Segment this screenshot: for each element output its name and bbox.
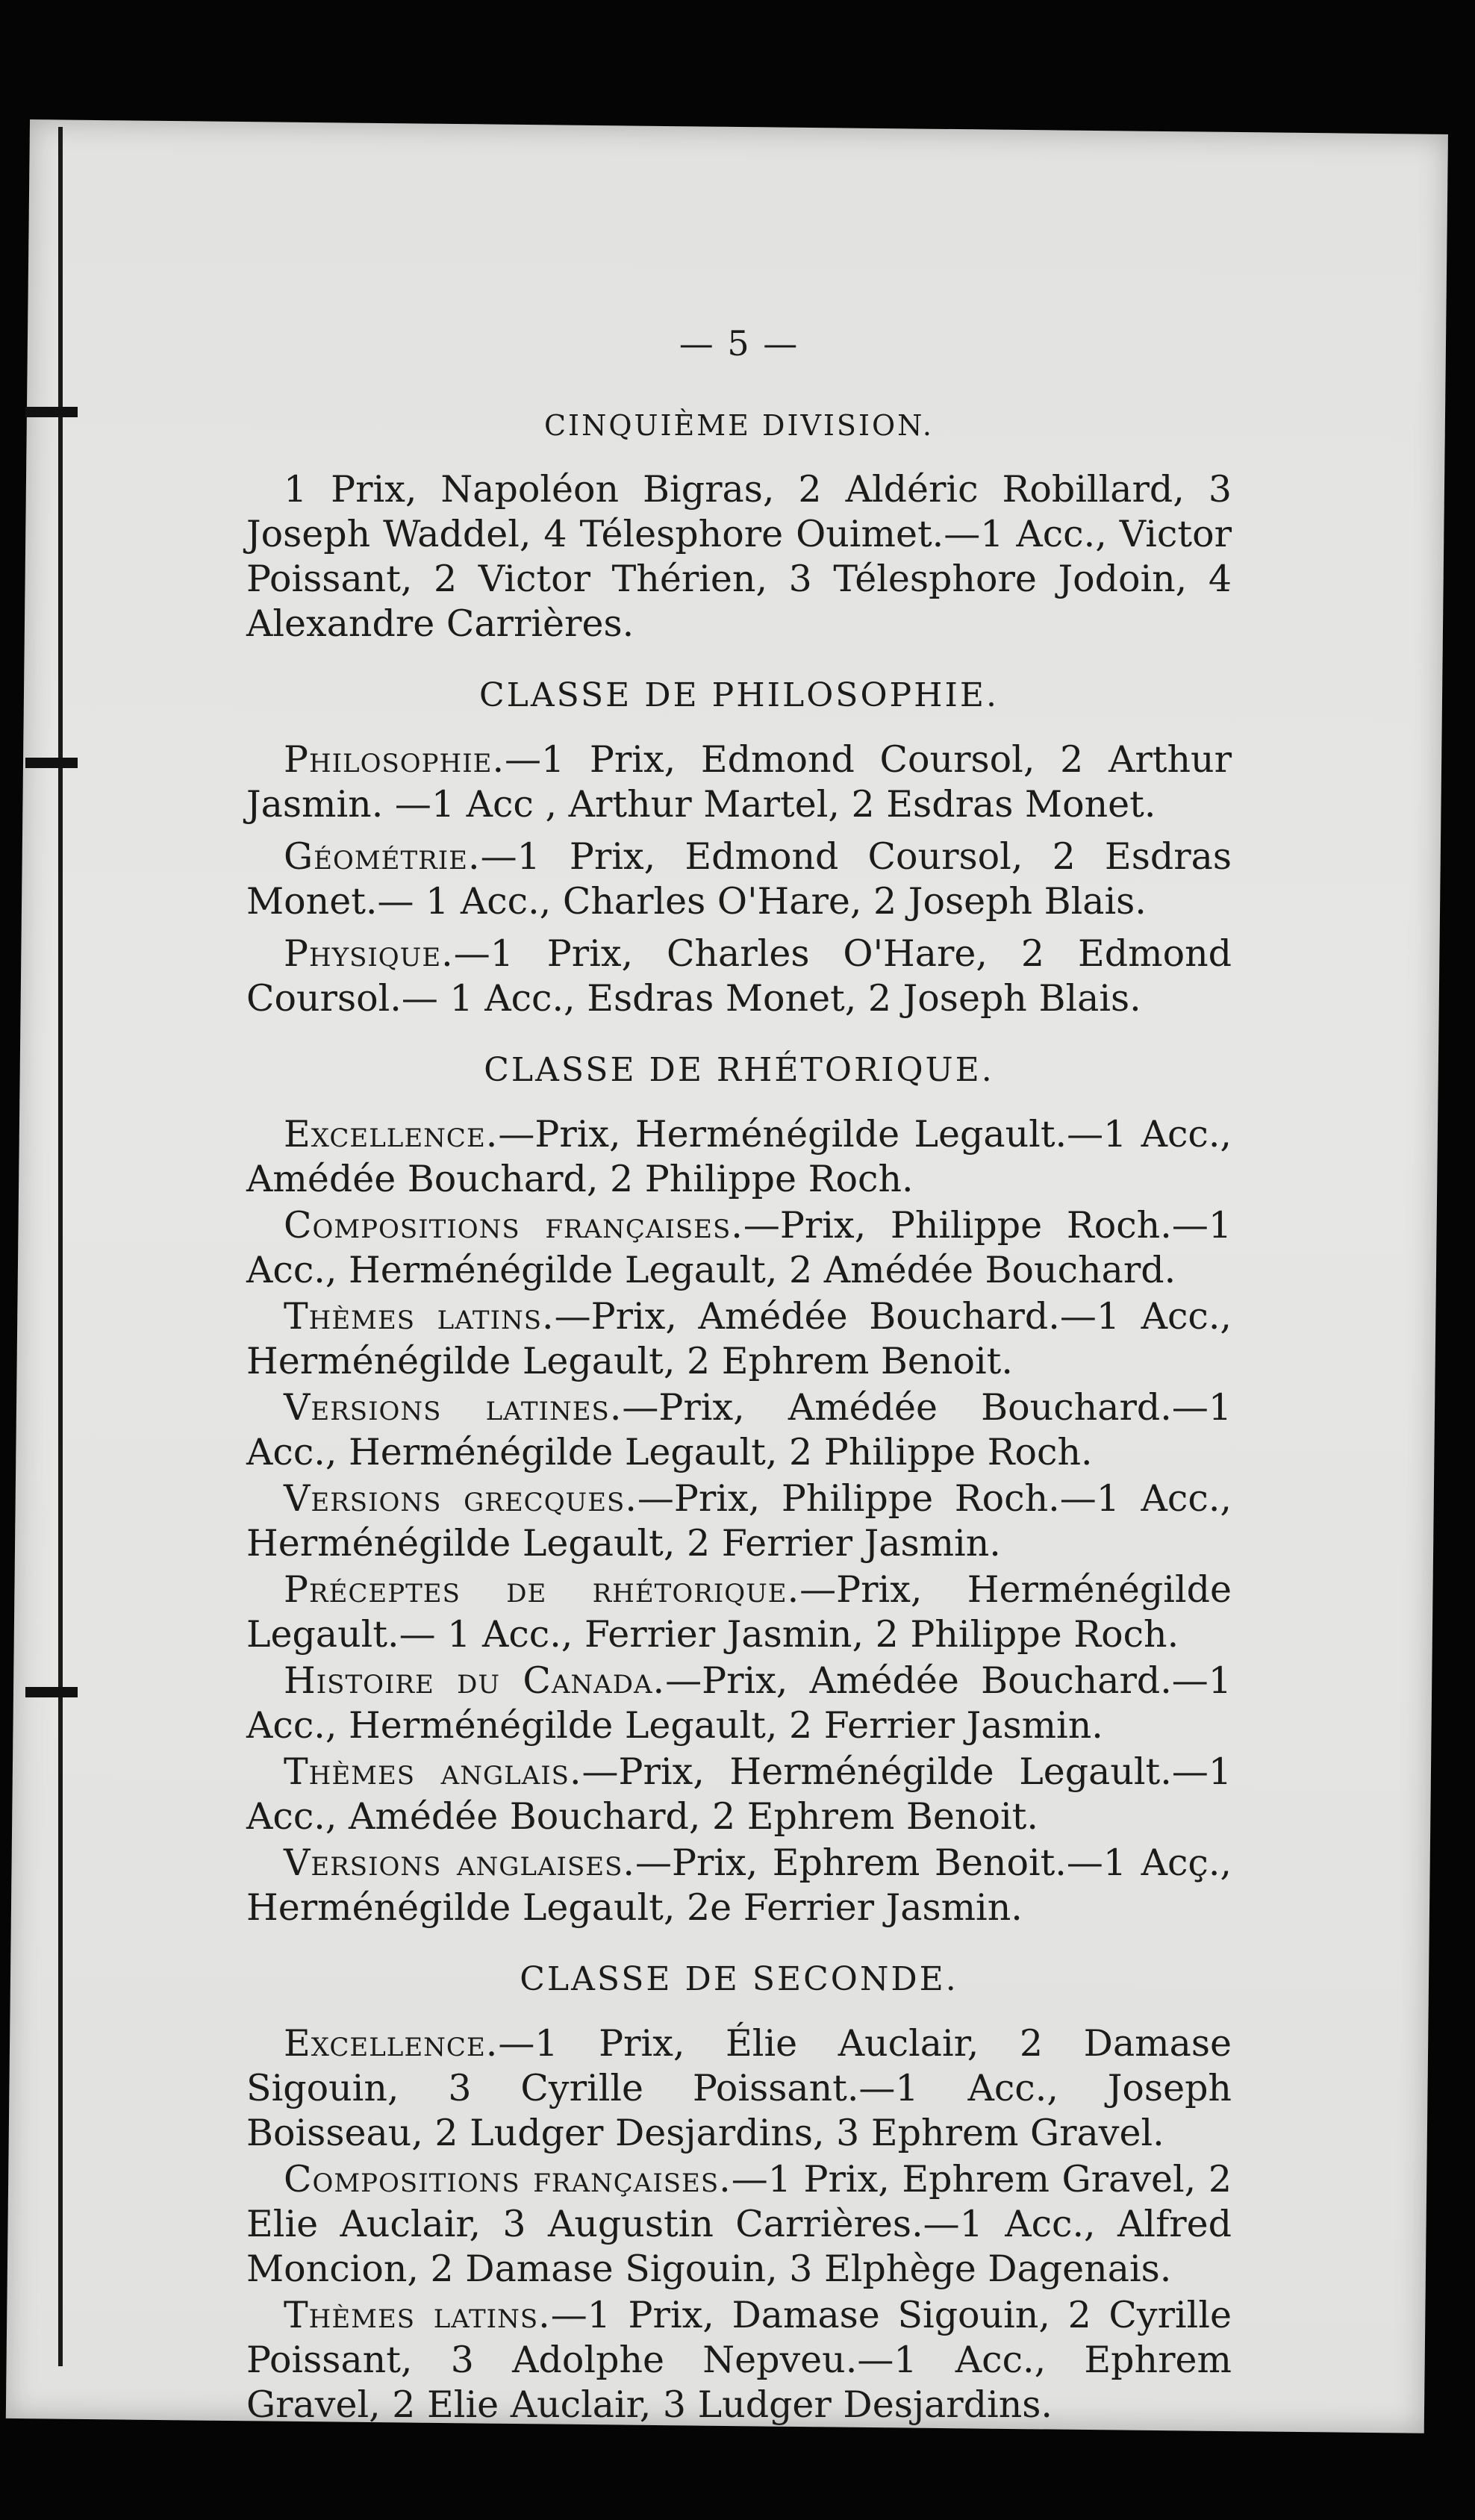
page-content xyxy=(246,321,1232,2429)
prize-text: —1 Prix, Edmond Coursol, 2 Esdras Monet.— 1 Acc., Charles O'Hare, 2 Joseph Blais. xyxy=(246,835,1232,923)
prize-text: —Prix, Herménégilde Legault.— 1 Acc., Ferrier Jasmin, 2 Philippe Roch. xyxy=(246,1568,1232,1656)
prize-text: 1 Prix, Napoléon Bigras, 2 Aldéric Robillard, 3 Joseph Waddel, 4 Télesphore Ouimet.—1 Acc., Victor Poissant, 2 Victor Thérien, 3 Télesphore Jodoin, 4 Alexandre Carrières. xyxy=(246,468,1232,645)
prize-paragraph xyxy=(246,2021,1232,2156)
prize-paragraph xyxy=(246,2157,1232,2292)
prize-paragraph xyxy=(246,1841,1232,1930)
section-heading: CINQUIÈME DIVISION. xyxy=(543,409,935,442)
prize-paragraph xyxy=(246,737,1232,827)
section-heading: CLASSE DE RHÉTORIQUE. xyxy=(484,1051,994,1089)
prize-paragraph xyxy=(246,1385,1232,1475)
subject-label: Géométrie. xyxy=(284,835,481,878)
section-cinquieme-division xyxy=(246,403,1232,646)
prize-paragraph xyxy=(246,1203,1232,1293)
subject-label: Compositions françaises. xyxy=(284,1204,743,1247)
subject-label: Versions grecques. xyxy=(284,1477,637,1520)
binding-mark xyxy=(25,758,78,768)
section-classe-philosophie xyxy=(246,673,1232,1021)
section-classe-seconde xyxy=(246,1957,1232,2427)
prize-paragraph xyxy=(246,1568,1232,1657)
subject-label: Thèmes latins. xyxy=(284,1295,555,1338)
page-number: — 5 — xyxy=(679,323,799,364)
subject-label: Physique. xyxy=(284,932,454,975)
binding-edge xyxy=(58,127,63,2366)
prize-paragraph xyxy=(246,2293,1232,2427)
subject-label: Préceptes de rhétorique. xyxy=(284,1568,800,1611)
subject-label: Versions latines. xyxy=(284,1386,623,1429)
subject-label: Excellence. xyxy=(284,2022,499,2065)
subject-label: Thèmes latins. xyxy=(284,2294,551,2336)
prize-text: —Prix, Herménégilde Legault.—1 Acc., Amédée Bouchard, 2 Ephrem Benoit. xyxy=(246,1750,1232,1838)
subject-label: Versions anglaises. xyxy=(284,1841,635,1884)
prize-paragraph xyxy=(246,1659,1232,1748)
subject-label: Thèmes anglais. xyxy=(284,1750,582,1793)
subject-label: Philosophie. xyxy=(284,738,505,781)
prize-paragraph xyxy=(246,1750,1232,1839)
prize-text: —1 Prix, Ephrem Gravel, 2 Elie Auclair, 3 Augustin Carrières.—1 Acc., Alfred Moncion, 2 Damase Sigouin, 3 Elphège Dagenais. xyxy=(246,2158,1232,2290)
binding-mark xyxy=(25,1687,78,1697)
section-heading: CLASSE DE SECONDE. xyxy=(520,1960,958,1998)
prize-paragraph xyxy=(246,835,1232,924)
prize-text: —Prix, Philippe Roch.—1 Acc., Herménégilde Legault, 2 Amédée Bouchard. xyxy=(246,1204,1232,1291)
prize-paragraph xyxy=(246,467,1232,646)
prize-text: —Prix, Amédée Bouchard.—1 Acc., Herménégilde Legault, 2 Ferrier Jasmin. xyxy=(246,1659,1232,1747)
prize-text: —Prix, Ephrem Benoit.—1 Acç., Herménégilde Legault, 2e Ferrier Jasmin. xyxy=(246,1841,1232,1929)
binding-mark xyxy=(25,407,78,417)
prize-paragraph xyxy=(246,1476,1232,1566)
prize-paragraph xyxy=(246,932,1232,1021)
prize-paragraph xyxy=(246,1294,1232,1384)
section-heading: CLASSE DE PHILOSOPHIE. xyxy=(479,676,999,714)
prize-paragraph xyxy=(246,1112,1232,1202)
prize-text: —1 Prix, Damase Sigouin, 2 Cyrille Poissant, 3 Adolphe Nepveu.—1 Acc., Ephrem Gravel, 2 Elie Auclair, 3 Ludger Desjardins. xyxy=(246,2294,1232,2426)
subject-label: Compositions françaises. xyxy=(284,2158,732,2201)
prize-text: —Prix, Amédée Bouchard.—1 Acc., Herménégilde Legault, 2 Ephrem Benoit. xyxy=(246,1295,1232,1382)
subject-label: Histoire du Canada. xyxy=(284,1659,666,1702)
section-classe-rhetorique xyxy=(246,1048,1232,1930)
prize-text: —1 Prix, Charles O'Hare, 2 Edmond Coursol.— 1 Acc., Esdras Monet, 2 Joseph Blais. xyxy=(246,932,1232,1020)
prize-text: —1 Prix, Edmond Coursol, 2 Arthur Jasmin. —1 Acc , Arthur Martel, 2 Esdras Monet. xyxy=(246,738,1232,826)
subject-label: Excellence. xyxy=(284,1113,499,1155)
prize-text: —Prix, Amédée Bouchard.—1 Acc., Herménégilde Legault, 2 Philippe Roch. xyxy=(246,1386,1232,1473)
prize-text: —1 Prix, Élie Auclair, 2 Damase Sigouin, 3 Cyrille Poissant.—1 Acc., Joseph Boisseau, 2 Ludger Desjardins, 3 Ephrem Gravel. xyxy=(246,2022,1232,2154)
prize-text: —Prix, Philippe Roch.—1 Acc., Herménégilde Legault, 2 Ferrier Jasmin. xyxy=(246,1477,1232,1565)
prize-text: —Prix, Herménégilde Legault.—1 Acc., Amédée Bouchard, 2 Philippe Roch. xyxy=(246,1113,1232,1200)
